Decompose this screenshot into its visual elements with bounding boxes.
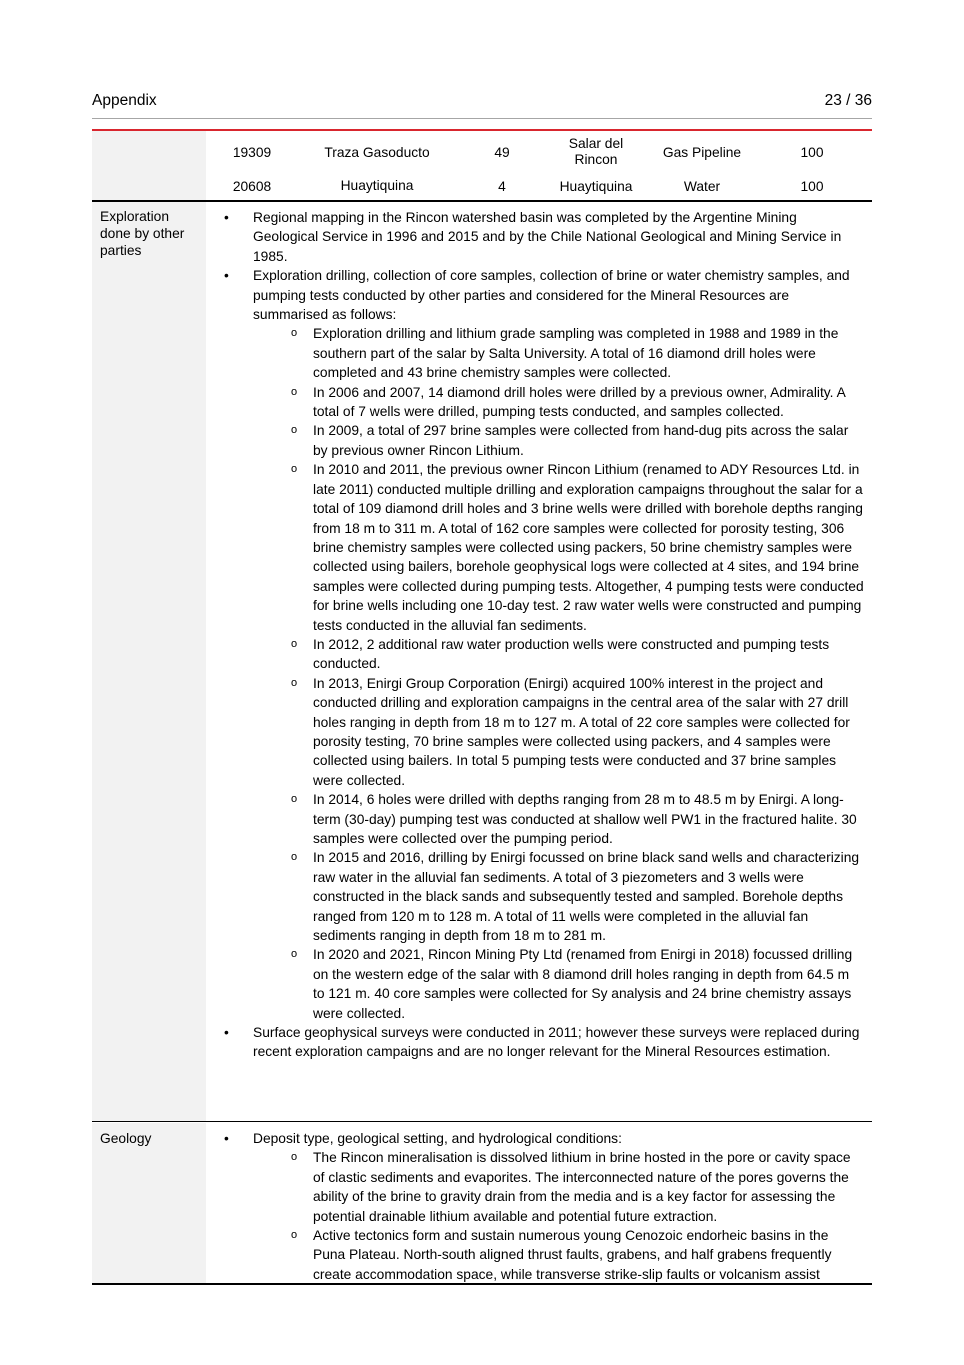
header-divider [92, 118, 872, 119]
page-header-title: Appendix [92, 92, 157, 109]
row-divider [92, 1121, 872, 1122]
sub-bullet-item: o In 2006 and 2007, 14 diamond drill holes were drilled by a previous owner, Admirality. A total of 7 wells were drilled, pumping tests conducted, and samples collected. [224, 383, 864, 422]
bullet-item: • Deposit type, geological setting, and hydrological conditions: [224, 1129, 864, 1148]
sub-bullet-item: o In 2020 and 2021, Rincon Mining Pty Ltd (renamed from Enirgi in 2018) focussed drilling on the western edge of the salar with 8 diamond drill holes ranging in depth from 64.5 m to 121 m. 40 core samples were collected for Sy analysis and 24 brine chemistry assays were collected. [224, 945, 864, 1023]
tenement-name-cell: Huaytiquina [340, 178, 414, 193]
bullet-item: • Regional mapping in the Rincon watershed basin was completed by the Argentine Mining Geological Service in 1996 and 2015 and by the Chile National Geological and Mining Service in 1985. [224, 208, 864, 266]
bullet-item: • Surface geophysical surveys were conducted in 2011; however these surveys were replaced during recent exploration campaigns and are no longer relevant for the Mineral Resources estimation. [224, 1023, 864, 1062]
exploration-label-column [92, 202, 206, 1122]
sub-bullet-item: o In 2010 and 2011, the previous owner Rincon Lithium (renamed to ADY Resources Ltd. in late 2011) conducted multiple drilling and exploration campaigns throughout the salar for a total of 109 diamond drill holes and 3 brine wells were drilled with borehole depths ranging from 18 m to 311 m. A total of 162 core samples were collected for porosity testing, 306 brine chemistry samples were collected using packers, 50 brine chemistry samples were collected using bailers, borehole geophysical logs were collected at 4 sites, and 194 brine samples were collected during pumping tests. Altogether, 4 pumping tests were conducted for brine wells including one 10-day test. 2 raw water wells were constructed and pumping tests conducted in the alluvial fan sediments. [224, 460, 864, 635]
table-top-accent-rule [92, 129, 872, 131]
tenement-area-cell: 4 [498, 179, 506, 194]
sub-bullet-item: o In 2015 and 2016, drilling by Enirgi focussed on brine black sand wells and characterizing raw water in the alluvial fan sediments. A total of 3 piezometers and 3 wells were constructed in the black sands and subsequently tested and sampled. Borehole depths ranged from 120 m to 128 m. A total of 11 wells were completed in the alluvial fan sediments ranging in depth from 18 m to 281 m. [224, 848, 864, 945]
tenement-id-cell: 20608 [232, 179, 272, 194]
tenement-location-cell: Salar del Rincon [568, 136, 624, 167]
sub-bullet-item: o In 2012, 2 additional raw water production wells were constructed and pumping tests conducted. [224, 635, 864, 674]
tenement-location-cell: Huaytiquina [559, 179, 633, 194]
sub-bullet-item: o In 2013, Enirgi Group Corporation (Enirgi) acquired 100% interest in the project and conducted drilling and exploration campaigns in the central area of the salar with 27 drill holes ranging in depth from 18 m to 127 m. A total of 22 core samples were collected for porosity testing, 70 brine samples were collected using packers, and 4 samples were collected using bailers. In total 5 pumping tests were conducted and 37 brine samples were collected. [224, 674, 864, 790]
tenement-interest-cell: 100 [800, 145, 824, 160]
tenement-name-cell: Traza Gasoducto [324, 145, 430, 160]
sub-bullet-item: o Active tectonics form and sustain numerous young Cenozoic endorheic basins in the Puna Plateau. North-south aligned thrust faults, grabens, and half grabens frequently create accommodation space, while transverse strike-slip faults or volcanism assist [224, 1226, 864, 1282]
sub-bullet-item: o The Rincon mineralisation is dissolved lithium in brine hosted in the pore or cavity space of clastic sediments and evaporites. The interconnected nature of the pores governs the ability of the brine to gravity drain from the media and is a key factor for assessing the potential drainable lithium available and potential future extraction. [224, 1148, 864, 1226]
row-divider [92, 200, 872, 202]
tenement-label-column [92, 131, 206, 201]
page-number: 23 / 36 [824, 92, 872, 109]
row-divider [92, 1283, 872, 1285]
section-label-geology: Geology [100, 1131, 152, 1146]
tenement-interest-cell: 100 [800, 179, 824, 194]
geology-content [224, 1129, 864, 1282]
sub-bullet-item: o Exploration drilling and lithium grade sampling was completed in 1988 and 1989 in the southern part of the salar by Salta University. A total of 16 diamond drill holes were completed and 43 brine chemistry samples were collected. [224, 324, 864, 382]
sub-bullet-item: o In 2009, a total of 297 brine samples were collected from hand-dug pits across the salar by previous owner Rincon Lithium. [224, 421, 864, 460]
exploration-content [224, 208, 864, 1062]
tenement-type-cell: Gas Pipeline [662, 145, 742, 160]
tenement-area-cell: 49 [494, 145, 510, 160]
tenement-type-cell: Water [683, 179, 721, 194]
sub-bullet-item: o In 2014, 6 holes were drilled with depths ranging from 28 m to 48.5 m by Enirgi. A long-term (30-day) pumping test was conducted at shallow well PW1 in the fractured halite. 30 samples were collected over the pumping period. [224, 790, 864, 848]
section-label-exploration: Exploration done by other parties [100, 209, 185, 258]
geology-label-column [92, 1123, 206, 1284]
bullet-item: • Exploration drilling, collection of core samples, collection of brine or water chemistry samples, and pumping tests conducted by other parties and considered for the Mineral Resources are summarised as follows: [224, 266, 864, 324]
tenement-id-cell: 19309 [232, 145, 272, 160]
